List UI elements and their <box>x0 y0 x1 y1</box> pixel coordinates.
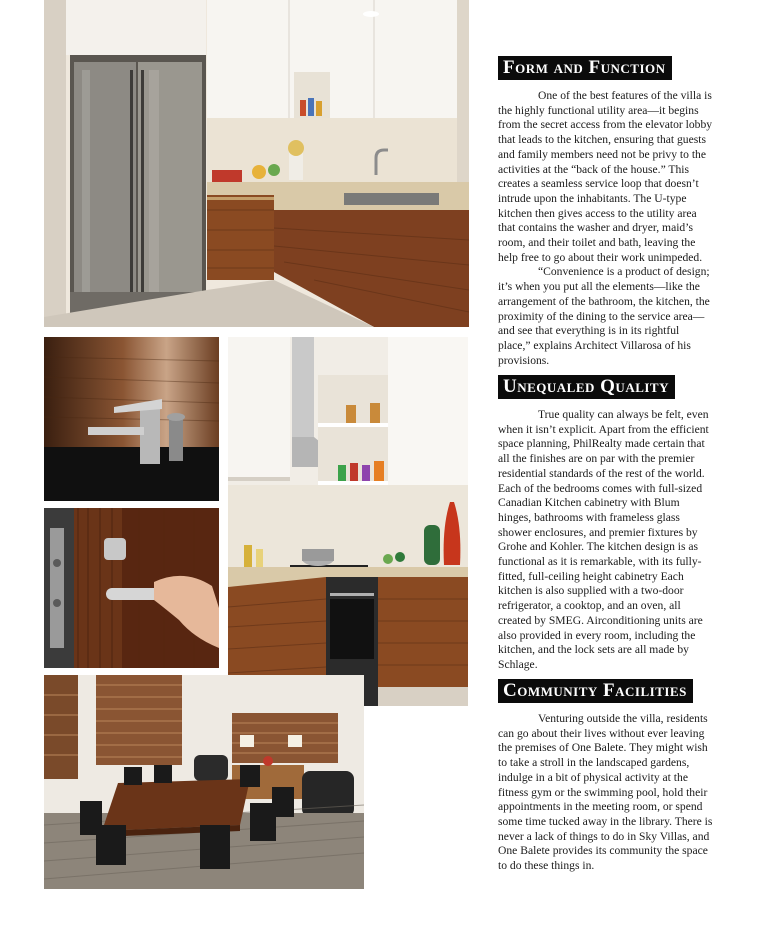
kitchen-corner-photo <box>228 337 468 706</box>
body-paragraph: One of the best features of the villa is the highly functional utility area—it begins from the secret access from the elevator lobby that leads to the kitchen, ensuring that guests and family members need not be privy to the activities at the “back of the house.” This creates a seamless service loop that doesn’t intrude upon the inhabitants. The U-type kitchen then gives access to the utility area that contains the washer and dryer, maid’s room, and their toilet and bath, leaving the help free to go about their work unimpeded. <box>498 89 713 264</box>
body-paragraph: “Convenience is a product of design; it’s when you put all the elements—like the arrangement of the bathroom, the kitchen, the proximity of the dining to the service area—and see that everything is in its rightful place,” explains Architect Villarosa of his provisions. <box>498 265 710 367</box>
body-paragraph: Venturing outside the villa, residents can go about their lives without ever leaving the premises of One Balete. They might wish to take a stroll in the landscaped gardens, indulge in a bit of physical activity at the fitness gym or the swimming pool, hold their appointments in the meeting room, or spend some time tucked away in the library. There is never a lack of things to do in Sky Villas, and One Balete provides its community the space to do these things in. <box>498 712 713 873</box>
section-community-facilities <box>498 679 713 874</box>
section-form-and-function <box>498 56 713 368</box>
kitchen-refrigerator-photo <box>44 0 469 327</box>
section-heading: Community Facilities <box>498 679 693 703</box>
faucet-closeup-photo <box>44 337 219 501</box>
section-heading: Unequaled Quality <box>498 375 675 399</box>
meeting-room-photo <box>44 675 364 889</box>
body-paragraph: True quality can always be felt, even when it isn’t explicit. Apart from the efficient space planning, PhilRealty made certain that all the finishes are on par with the premier residential standards of the rest of the world. Each of the bedrooms comes with full-sized Canadian Kitchen cabinetry with Blum hinges, bathrooms with frameless glass shower enclosures, and premier fixtures by Grohe and Kohler. The kitchen design is as functional as it is remarkable, with its fully-fitted, full-ceiling height cabinetry Each kitchen is also supplied with a two-door refrigerator, a cooktop, and an oven, all created by SMEG. Airconditioning units are also provided in every room, including the kitchen, and the lock sets are all made by Schlage. <box>498 408 709 671</box>
section-heading: Form and Function <box>498 56 672 80</box>
door-handle-photo <box>44 508 219 668</box>
section-unequaled-quality <box>498 375 713 673</box>
